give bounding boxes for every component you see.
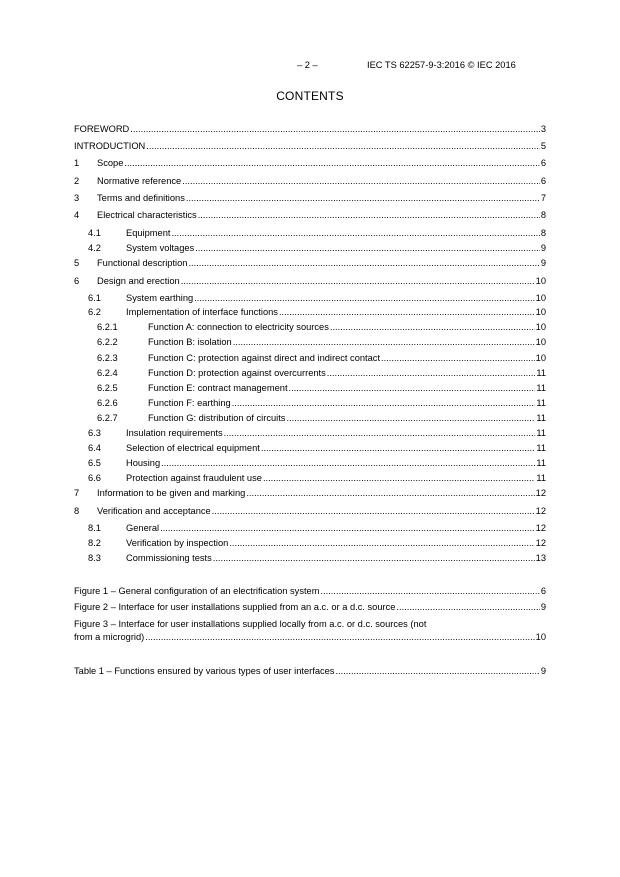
toc-entry-number: 6 xyxy=(74,276,80,286)
toc-entry-number: 7 xyxy=(74,488,80,498)
toc-entry-number: 4.1 xyxy=(88,228,101,238)
figure-entry-page: 9 xyxy=(540,602,546,612)
figure-entry-3-line2 xyxy=(74,631,546,644)
toc-entry-title: General xyxy=(126,523,160,533)
toc-entry-5[interactable] xyxy=(74,257,546,270)
figure-entry-1[interactable] xyxy=(74,585,546,598)
toc-entry-page: 11 xyxy=(536,413,546,423)
toc-entry-title: Equipment xyxy=(126,228,171,238)
toc-entry-page: 9 xyxy=(540,243,546,253)
figure-entry-page: 6 xyxy=(540,586,546,596)
toc-entry-page: 10 xyxy=(535,293,546,303)
toc-entry-page: 9 xyxy=(540,258,546,268)
toc-entry-page: 3 xyxy=(540,124,546,134)
toc-entry-number: 1 xyxy=(74,158,80,168)
table-entry-1[interactable] xyxy=(74,665,546,678)
toc-entry-page: 11 xyxy=(536,368,546,378)
toc-entry-page: 10 xyxy=(535,337,546,347)
toc-entry-title: Insulation requirements xyxy=(126,428,223,438)
toc-entry-title: Implementation of interface functions xyxy=(126,307,278,317)
page-number-header: – 2 – xyxy=(297,60,318,70)
toc-entry-title: INTRODUCTION xyxy=(74,141,146,151)
toc-entry-number: 6.2.5 xyxy=(97,383,118,393)
toc-entry-number: 6.4 xyxy=(88,443,101,453)
toc-entry-4-1[interactable] xyxy=(74,227,546,240)
table-entry-page: 9 xyxy=(540,666,546,676)
figure-entry-title-line2: from a microgrid) xyxy=(74,632,145,642)
figure-entry-title: Figure 1 – General configuration of an electrification system xyxy=(74,586,320,596)
toc-entry-number: 2 xyxy=(74,176,80,186)
toc-entry-page: 11 xyxy=(536,398,546,408)
toc-entry-number: 4.2 xyxy=(88,243,101,253)
toc-entry-6[interactable] xyxy=(74,275,546,288)
toc-entry-page: 12 xyxy=(535,506,546,516)
toc-entry-number: 8 xyxy=(74,506,80,516)
toc-entry-number: 6.2.2 xyxy=(97,337,118,347)
toc-entry-title: Function E: contract management xyxy=(148,383,288,393)
toc-entry-6-1[interactable] xyxy=(74,292,546,305)
toc-entry-title: System voltages xyxy=(126,243,195,253)
toc-entry-1[interactable] xyxy=(74,157,546,170)
toc-entry-page: 13 xyxy=(535,553,546,563)
toc-entry-page: 11 xyxy=(536,443,546,453)
toc-entry-6-3[interactable] xyxy=(74,427,546,440)
toc-entry-number: 8.1 xyxy=(88,523,101,533)
figure-entry-3[interactable] xyxy=(74,618,546,644)
toc-entry-4[interactable] xyxy=(74,209,546,222)
toc-entry-page: 11 xyxy=(536,458,546,468)
toc-entry-title: System earthing xyxy=(126,293,194,303)
toc-entry-6-2[interactable] xyxy=(74,306,546,319)
toc-entry-title: Information to be given and marking xyxy=(97,488,246,498)
toc-entry-2[interactable] xyxy=(74,175,546,188)
toc-entry-3[interactable] xyxy=(74,192,546,205)
toc-entry-number: 6.5 xyxy=(88,458,101,468)
toc-entry-6-4[interactable] xyxy=(74,442,546,455)
toc-entry-title: Design and erection xyxy=(97,276,180,286)
toc-entry-8-2[interactable] xyxy=(74,537,546,550)
toc-entry-number: 6.1 xyxy=(88,293,101,303)
figure-entry-title-line1: Figure 3 – Interface for user installations supplied locally from a.c. or d.c. sources (not xyxy=(74,619,427,629)
toc-entry-number: 5 xyxy=(74,258,80,268)
toc-entry-6-5[interactable] xyxy=(74,457,546,470)
toc-entry-number: 3 xyxy=(74,193,80,203)
toc-entry-title: Scope xyxy=(97,158,124,168)
toc-entry-7[interactable] xyxy=(74,487,546,500)
toc-entry-number: 6.6 xyxy=(88,473,101,483)
toc-entry-page: 10 xyxy=(535,307,546,317)
toc-entry-page: 8 xyxy=(540,228,546,238)
figure-entry-title: Figure 2 – Interface for user installations supplied from an a.c. or a d.c. source xyxy=(74,602,396,612)
toc-entry-title: FOREWORD xyxy=(74,124,130,134)
toc-entry-title: Selection of electrical equipment xyxy=(126,443,260,453)
standard-reference-header: IEC TS 62257-9-3:2016 © IEC 2016 xyxy=(367,60,516,70)
toc-entry-title: Function C: protection against direct and indirect contact xyxy=(148,353,381,363)
toc-entry-title: Verification and acceptance xyxy=(97,506,211,516)
toc-entry-8-1[interactable] xyxy=(74,522,546,535)
toc-entry-introduction[interactable] xyxy=(74,140,546,153)
toc-entry-page: 10 xyxy=(535,276,546,286)
toc-entry-page: 6 xyxy=(540,176,546,186)
toc-entry-title: Functional description xyxy=(97,258,188,268)
toc-entry-title: Function B: isolation xyxy=(148,337,232,347)
toc-entry-6-2-1[interactable] xyxy=(74,321,546,334)
toc-entry-6-2-7[interactable] xyxy=(74,412,546,425)
toc-entry-number: 6.2.7 xyxy=(97,413,118,423)
toc-entry-6-2-4[interactable] xyxy=(74,367,546,380)
toc-entry-page: 10 xyxy=(535,353,546,363)
toc-entry-8[interactable] xyxy=(74,505,546,518)
toc-entry-page: 11 xyxy=(536,383,546,393)
toc-entry-number: 6.2 xyxy=(88,307,101,317)
toc-entry-title: Function D: protection against overcurrents xyxy=(148,368,326,378)
toc-entry-page: 5 xyxy=(540,141,546,151)
toc-entry-title: Verification by inspection xyxy=(126,538,229,548)
toc-entry-page: 11 xyxy=(536,473,546,483)
toc-entry-page: 7 xyxy=(540,193,546,203)
toc-entry-6-2-5[interactable] xyxy=(74,382,546,395)
toc-entry-title: Protection against fraudulent use xyxy=(126,473,262,483)
toc-entry-page: 12 xyxy=(535,523,546,533)
toc-entry-title: Function G: distribution of circuits xyxy=(148,413,286,423)
toc-entry-8-3[interactable] xyxy=(74,552,546,565)
page-title: CONTENTS xyxy=(276,89,344,103)
toc-entry-number: 8.2 xyxy=(88,538,101,548)
toc-entry-4-2[interactable] xyxy=(74,242,546,255)
toc-entry-page: 8 xyxy=(540,210,546,220)
toc-entry-6-2-2[interactable] xyxy=(74,336,546,349)
toc-entry-6-2-3[interactable] xyxy=(74,352,546,365)
toc-entry-title: Function F: earthing xyxy=(148,398,231,408)
toc-entry-page: 6 xyxy=(540,158,546,168)
toc-entry-number: 6.2.4 xyxy=(97,368,118,378)
toc-entry-number: 6.3 xyxy=(88,428,101,438)
toc-entry-6-2-6[interactable] xyxy=(74,397,546,410)
figure-entry-page: 10 xyxy=(535,632,546,642)
toc-entry-title: Terms and definitions xyxy=(97,193,185,203)
table-entry-title: Table 1 – Functions ensured by various types of user interfaces xyxy=(74,666,335,676)
toc-entry-number: 4 xyxy=(74,210,80,220)
toc-entry-foreword[interactable] xyxy=(74,123,546,136)
toc-entry-title: Commissioning tests xyxy=(126,553,212,563)
toc-entry-page: 10 xyxy=(535,322,546,332)
toc-entry-title: Housing xyxy=(126,458,161,468)
toc-entry-number: 6.2.6 xyxy=(97,398,118,408)
toc-entry-number: 6.2.1 xyxy=(97,322,118,332)
toc-entry-title: Function A: connection to electricity sources xyxy=(148,322,329,332)
toc-entry-number: 8.3 xyxy=(88,553,101,563)
figure-entry-2[interactable] xyxy=(74,601,546,614)
toc-entry-page: 12 xyxy=(535,488,546,498)
toc-entry-page: 12 xyxy=(535,538,546,548)
toc-entry-title: Electrical characteristics xyxy=(97,210,197,220)
toc-entry-page: 11 xyxy=(536,428,546,438)
toc-entry-title: Normative reference xyxy=(97,176,182,186)
toc-entry-6-6[interactable] xyxy=(74,472,546,485)
toc-entry-number: 6.2.3 xyxy=(97,353,118,363)
